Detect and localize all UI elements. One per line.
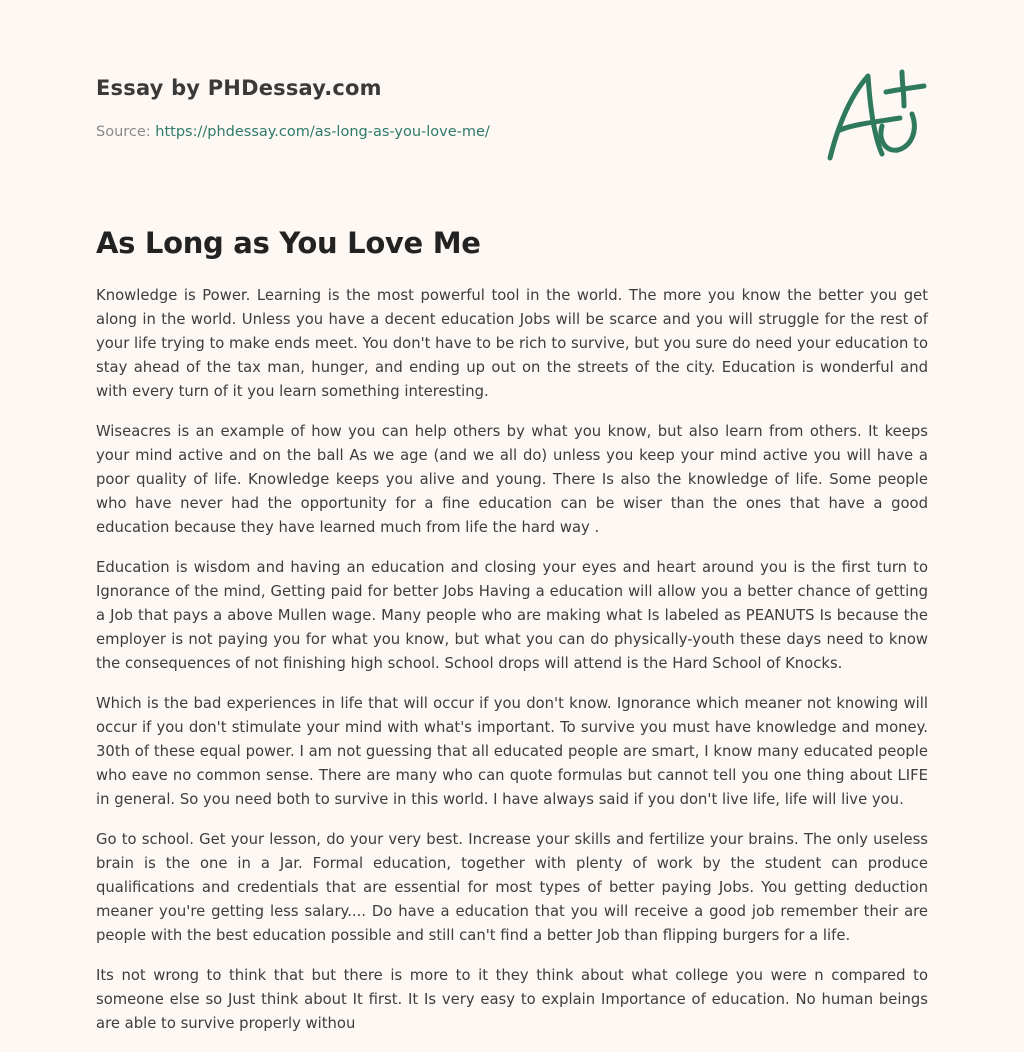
essay-paragraph: Knowledge is Power. Learning is the most powerful tool in the world. The more you know the better you get along in the world. Unless you have a decent education Jobs will be scarce and you will struggle for the rest of your life trying to make ends meet. You don't have to be rich to survive, but you sure do need your education to stay ahead of the tax man, hunger, and ending up out on the streets of the city. Education is wonderful and with every turn of it you learn something interesting.: [96, 287, 928, 400]
essay-title: As Long as You Love Me: [96, 226, 481, 260]
essay-body: [96, 284, 928, 1052]
essay-paragraph: Wiseacres is an example of how you can help others by what you know, but also learn from others. It keeps your mind active and on the ball As we age (and we all do) unless you keep your mind active you will have a poor quality of life. Knowledge keeps you alive and young. There Is also the knowledge of life. Some people who have never had the opportunity for a fine education can be wiser than the ones that have a good education because they have learned much from life the hard way .: [96, 423, 928, 536]
essay-paragraph: Which is the bad experiences in life that will occur if you don't know. Ignorance which meaner not knowing will occur if you don't stimulate your mind with what's important. To survive you must have knowledge and money. 30th of these equal power. I am not guessing that all educated people are smart, I know many educated people who eave no common sense. There are many who can quote formulas but cannot tell you one thing about LIFE in general. So you need both to survive in this world. I have always said if you don't live life, life will live you.: [96, 695, 928, 808]
brand-title: Essay by PHDessay.com: [96, 76, 382, 100]
essay-header: [96, 76, 928, 140]
source-label: Source:: [96, 124, 151, 140]
essay-paragraph: Go to school. Get your lesson, do your very best. Increase your skills and fertilize your brains. The only useless brain is the one in a Jar. Formal education, together with plenty of work by the student can produce qualifications and credentials that are essential for most types of better paying Jobs. You getting deduction meaner you're getting less salary.... Do have a education that you will receive a good job remember their are people with the best education possible and still can't find a better Job than flipping burgers for a life.: [96, 831, 928, 944]
essay-paragraph: Education is wisdom and having an education and closing your eyes and heart around you is the first turn to Ignorance of the mind, Getting paid for better Jobs Having a education will allow you a better chance of getting a Job that pays a above Mullen wage. Many people who are making what Is labeled as PEANUTS Is because the employer is not paying you for what you know, but what you can do physically-youth these days need to know the consequences of not finishing high school. School drops will attend is the Hard School of Knocks.: [96, 559, 928, 672]
essay-paragraph: Its not wrong to think that but there is more to it they think about what college you were n compared to someone else so Just think about It first. It Is very easy to explain Importance of education. No human beings are able to survive properly withou: [96, 967, 928, 1032]
source-link[interactable]: https://phdessay.com/as-long-as-you-love-me/: [155, 124, 490, 140]
source-line: [96, 124, 490, 140]
a-plus-grade-logo-icon: [820, 66, 930, 166]
